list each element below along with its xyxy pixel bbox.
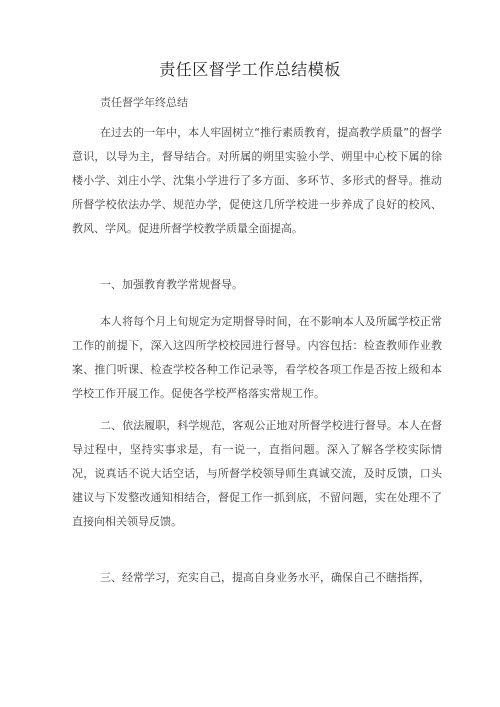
- paragraph-intro: 在过去的一年中，本人牢固树立“推行素质教育，提高教学质量”的督学意识，以导为主，督导结合。对所属的朔里实验小学、朔里中心校下属的徐楼小学、刘庄小学、沈集小学进行了多方面、多环节、多形式的督导。推动所督学校依法办学、规范办学，促使这几所学校进一步养成了良好的校风、教风、学风。促进所督学校教学质量全面提高。: [72, 126, 442, 235]
- paragraph-routine-supervision: 本人将每个月上旬规定为定期督导时间，在不影响本人及所属学校正常工作的前提下，深入这四所学校校园进行督导。内容包括：检查教师作业教案、推门听课、检查学校各种工作记录等，看学校各项工作是否按上级和本学校工作开展工作。促使各学校严格落实常规工作。: [72, 315, 442, 400]
- section-heading-1: 一、加强教育教学常规督导。: [100, 278, 243, 291]
- document-title: 责任区督学工作总结模板: [159, 60, 341, 79]
- paragraph-lawful-duty: 二、依法履职，科学规范，客观公正地对所督学校进行督导。本人在督导过程中，坚持实事求是，有一说一，直指问题。深入了解各学校实际情况，说真话不说大话空话，与所督学校领导师生真诚交流，及时反馈，口头建议与下发整改通知相结合，督促工作一抓到底，不留问题，实在处理不了直接向相关领导反馈。: [72, 419, 442, 528]
- paragraph-continuous-learning: 三、经常学习，充实自己，提高自身业务水平，确保自己不瞎指挥，: [100, 571, 430, 584]
- document-subtitle: 责任督学年终总结: [100, 96, 188, 109]
